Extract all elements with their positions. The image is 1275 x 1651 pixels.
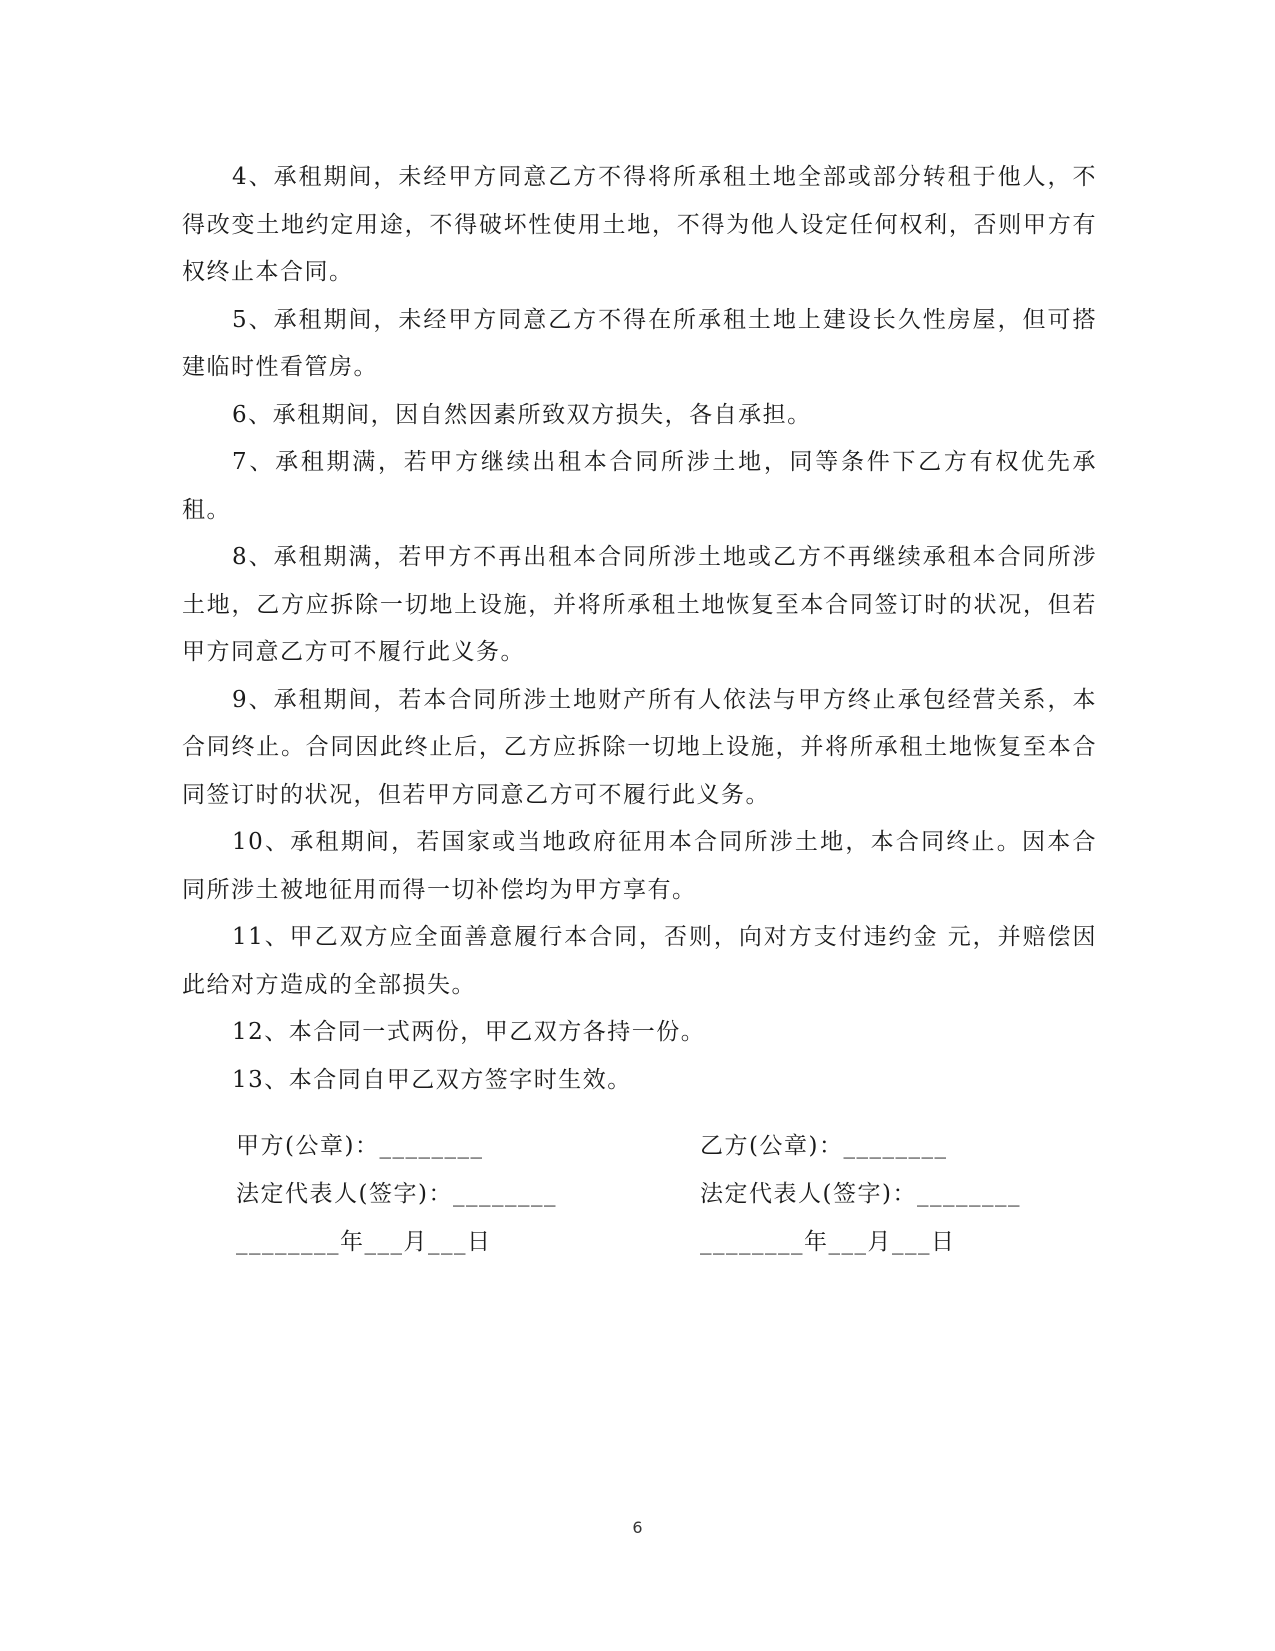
- clause-4: 4、承租期间，未经甲方同意乙方不得将所承租土地全部或部分转租于他人，不得改变土地约定用途，不得破坏性使用土地，不得为他人设定任何权利，否则甲方有权终止本合同。: [182, 164, 1097, 285]
- party-b-signature-block: [700, 1122, 1021, 1266]
- clause-10: 10、承租期间，若国家或当地政府征用本合同所涉土地，本合同终止。因本合同所涉土被地征用而得一切补偿均为甲方享有。: [182, 829, 1097, 903]
- party-b-seal-line: 乙方(公章)：________: [700, 1133, 948, 1159]
- party-b-representative-line: 法定代表人(签字)：________: [700, 1181, 1021, 1207]
- clause-5: 5、承租期间，未经甲方同意乙方不得在所承租土地上建设长久性房屋，但可搭建临时性看管房。: [182, 306, 1097, 380]
- clause-8: 8、承租期满，若甲方不再出租本合同所涉土地或乙方不再继续承租本合同所涉土地，乙方应拆除一切地上设施，并将所承租土地恢复至本合同签订时的状况，但若甲方同意乙方可不履行此义务。: [182, 544, 1097, 665]
- party-a-seal-line: 甲方(公章)：________: [236, 1133, 484, 1159]
- clause-11: 11、甲乙双方应全面善意履行本合同，否则，向对方支付违约金 元，并赔偿因此给对方造成的全部损失。: [182, 924, 1097, 998]
- clause-7: 7、承租期满，若甲方继续出租本合同所涉土地，同等条件下乙方有权优先承租。: [182, 449, 1097, 523]
- page-number: 6: [632, 1518, 643, 1537]
- clause-9: 9、承租期间，若本合同所涉土地财产所有人依法与甲方终止承包经营关系，本合同终止。合同因此终止后，乙方应拆除一切地上设施，并将所承租土地恢复至本合同签订时的状况，但若甲方同意乙方可不履行此义务。: [182, 686, 1097, 808]
- contract-clauses: [182, 154, 1097, 1104]
- clause-6: 6、承租期间，因自然因素所致双方损失，各自承担。: [232, 401, 812, 428]
- party-b-date-line: ________年___月___日: [700, 1229, 956, 1255]
- clause-13: 13、本合同自甲乙双方签字时生效。: [232, 1066, 632, 1093]
- party-a-representative-line: 法定代表人(签字)：________: [236, 1181, 557, 1207]
- party-a-signature-block: [236, 1122, 557, 1266]
- clause-12: 12、本合同一式两份，甲乙双方各持一份。: [232, 1019, 706, 1045]
- party-a-date-line: ________年___月___日: [236, 1229, 492, 1255]
